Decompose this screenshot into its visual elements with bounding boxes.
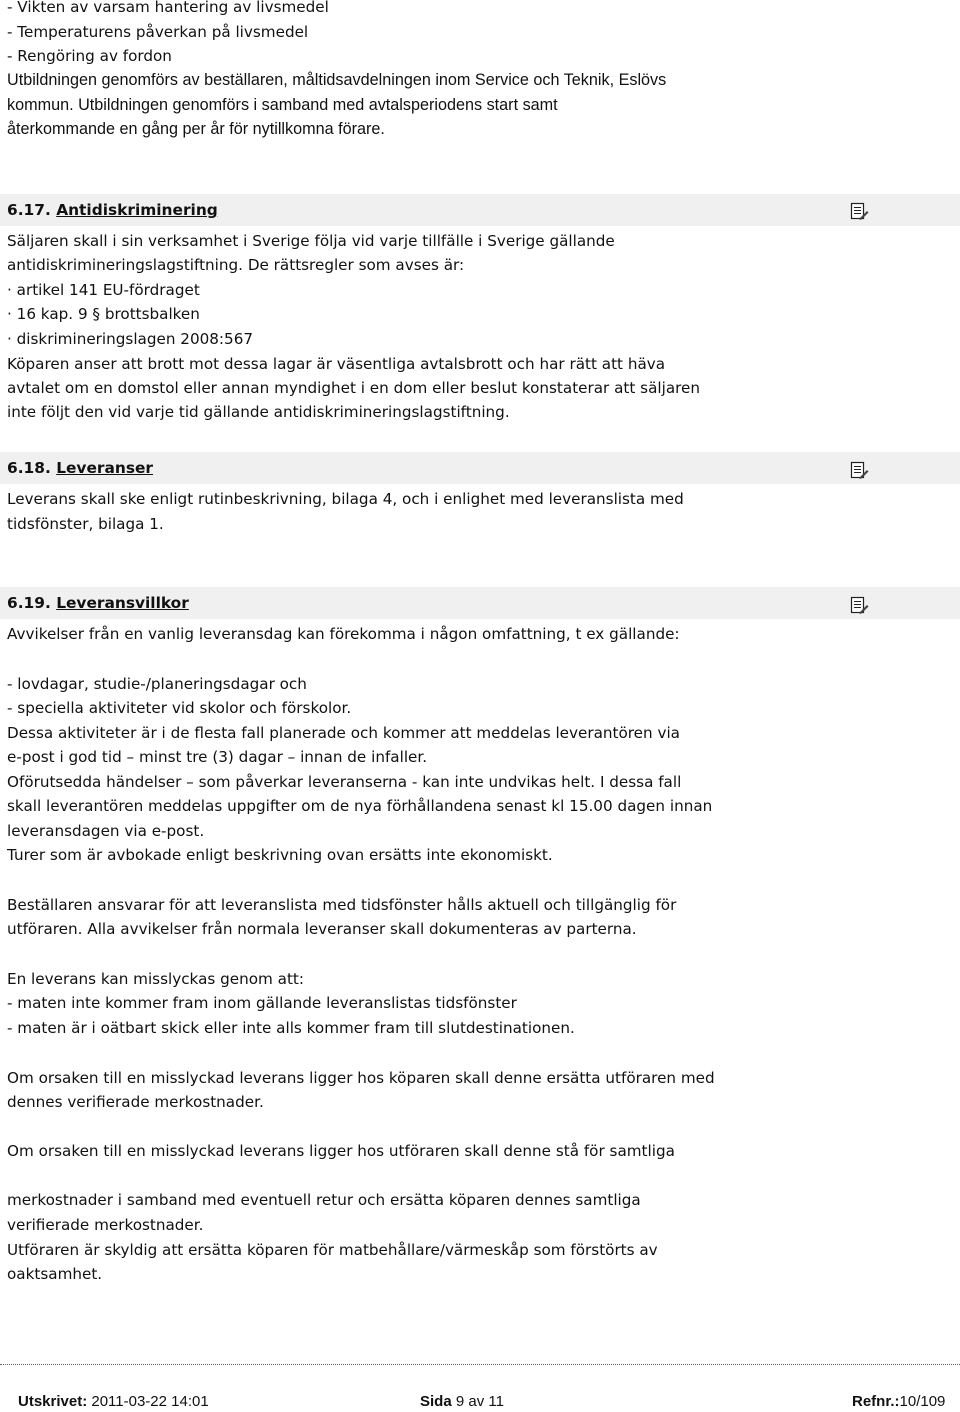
body-line: Oförutsedda händelser – som påverkar leveranserna - kan inte undvikas helt. I dessa fall — [7, 773, 682, 791]
footer-page — [420, 1392, 504, 1412]
footer-ref — [852, 1392, 945, 1412]
body-line: · artikel 141 EU-fördraget — [7, 281, 200, 299]
body-line: - maten inte kommer fram inom gällande leveranslistas tidsfönster — [7, 994, 517, 1012]
printed-label: Utskrivet: — [18, 1393, 88, 1410]
body-line: utföraren. Alla avvikelser från normala leveranser skall dokumenteras av parterna. — [7, 920, 637, 938]
body-line: · 16 kap. 9 § brottsbalken — [7, 305, 200, 323]
printed-value: 2011-03-22 14:01 — [91, 1393, 209, 1410]
page-label: Sida — [420, 1393, 452, 1410]
footer-printed — [18, 1392, 209, 1412]
body-line: Köparen anser att brott mot dessa lagar är väsentliga avtalsbrott och har rätt att häva — [7, 355, 666, 373]
body-line: Säljaren skall i sin verksamhet i Sverige följa vid varje tillfälle i Sverige gällande — [7, 232, 615, 250]
intro-line: kommun. Utbildningen genomförs i samband med avtalsperiodens start samt — [7, 96, 558, 114]
body-line: Leverans skall ske enligt rutinbeskrivning, bilaga 4, och i enlighet med leveranslista med — [7, 490, 684, 508]
body-line: En leverans kan misslyckas genom att: — [7, 970, 304, 988]
body-line: skall leverantören meddelas uppgifter om de nya förhållandena senast kl 15.00 dagen innan — [7, 797, 713, 815]
body-line: Avvikelser från en vanlig leveransdag kan förekomma i någon omfattning, t ex gällande: — [7, 625, 680, 643]
body-line: inte följt den vid varje tid gällande antidiskrimineringslagstiftning. — [7, 403, 510, 421]
section-heading — [7, 458, 153, 478]
body-line: Om orsaken till en misslyckad leverans ligger hos utföraren skall denne stå för samtliga — [7, 1142, 675, 1160]
body-line: Beställaren ansvarar för att leveranslista med tidsfönster hålls aktuell och tillgänglig för — [7, 896, 677, 914]
footer-divider — [0, 1364, 960, 1365]
intro-line: - Rengöring av fordon — [7, 47, 172, 65]
body-line: antidiskrimineringslagstiftning. De rättsregler som avses är: — [7, 256, 465, 274]
section-title: Leveransvillkor — [56, 594, 189, 612]
page-value: 9 av 11 — [455, 1393, 504, 1410]
body-line: merkostnader i samband med eventuell retur och ersätta köparen dennes samtliga — [7, 1191, 641, 1209]
body-line: avtalet om en domstol eller annan myndighet i en dom eller beslut konstaterar att säljaren — [7, 379, 701, 397]
body-line: - speciella aktiviteter vid skolor och förskolor. — [7, 699, 352, 717]
document-edit-icon[interactable] — [850, 596, 869, 615]
ref-value: 10/109 — [899, 1393, 946, 1410]
document-edit-icon[interactable] — [850, 461, 869, 480]
body-line: leveransdagen via e-post. — [7, 822, 205, 840]
section-heading — [7, 200, 218, 220]
body-line: - lovdagar, studie-/planeringsdagar och — [7, 675, 307, 693]
intro-line: - Vikten av varsam hantering av livsmedel — [7, 0, 329, 16]
section-heading — [7, 593, 189, 613]
body-line: Turer som är avbokade enligt beskrivning ovan ersätts inte ekonomiskt. — [7, 846, 553, 864]
intro-line: - Temperaturens påverkan på livsmedel — [7, 23, 309, 41]
body-line: Utföraren är skyldig att ersätta köparen för matbehållare/värmeskåp som förstörts av — [7, 1241, 658, 1259]
body-line: e-post i god tid – minst tre (3) dagar – innan de infaller. — [7, 748, 428, 766]
section-number: 6.17. — [7, 201, 51, 219]
section-title: Antidiskriminering — [56, 201, 218, 219]
body-line: oaktsamhet. — [7, 1265, 103, 1283]
body-line: verifierade merkostnader. — [7, 1216, 204, 1234]
section-number: 6.19. — [7, 594, 51, 612]
section-number: 6.18. — [7, 459, 51, 477]
document-edit-icon[interactable] — [850, 202, 869, 221]
body-line: dennes verifierade merkostnader. — [7, 1093, 264, 1111]
body-line: - maten är i oätbart skick eller inte alls kommer fram till slutdestinationen. — [7, 1019, 575, 1037]
body-line: Dessa aktiviteter är i de flesta fall planerade och kommer att meddelas leverantören via — [7, 724, 680, 742]
body-line: tidsfönster, bilaga 1. — [7, 515, 164, 533]
body-line: Om orsaken till en misslyckad leverans ligger hos köparen skall denne ersätta utföraren med — [7, 1069, 715, 1087]
section-title: Leveranser — [56, 459, 154, 477]
intro-line: Utbildningen genomförs av beställaren, måltidsavdelningen inom Service och Teknik, Eslövs — [7, 71, 667, 89]
body-line: · diskrimineringslagen 2008:567 — [7, 330, 254, 348]
ref-label: Refnr.: — [852, 1393, 900, 1410]
intro-line: återkommande en gång per år för nytillkomna förare. — [7, 120, 385, 138]
